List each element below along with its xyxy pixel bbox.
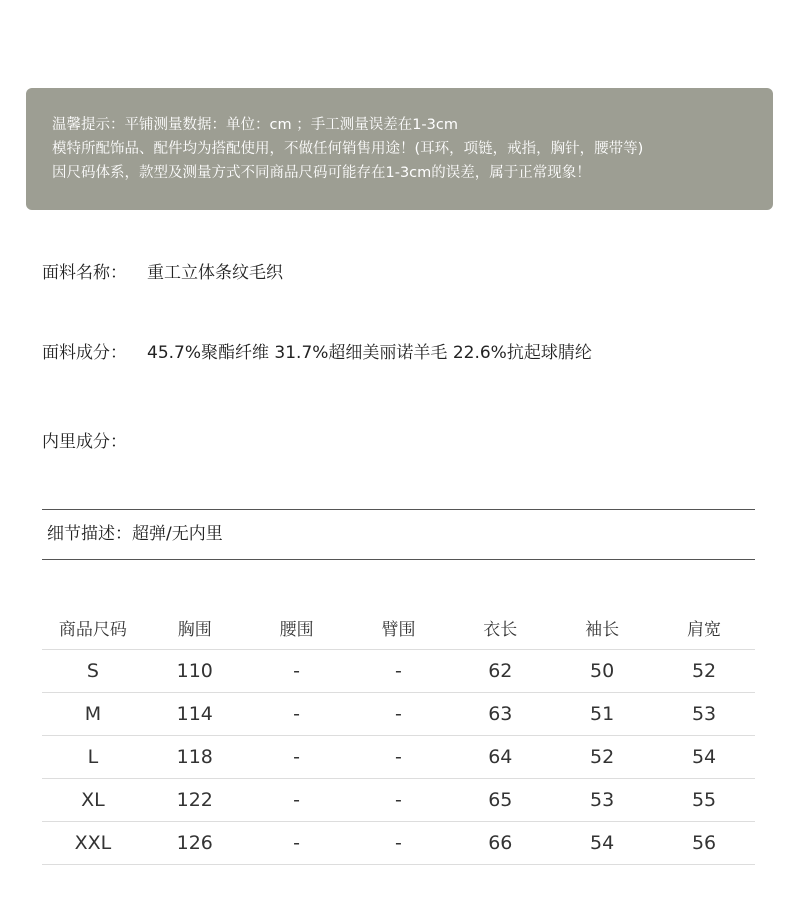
cell-length: 63	[449, 693, 551, 736]
lining-row	[42, 432, 147, 452]
cell-waist: -	[246, 822, 348, 865]
cell-sleeve: 52	[551, 736, 653, 779]
cell-shoulder: 55	[653, 779, 755, 822]
cell-shoulder: 53	[653, 693, 755, 736]
notice-banner	[26, 88, 773, 210]
cell-chest: 122	[144, 779, 246, 822]
cell-length: 66	[449, 822, 551, 865]
cell-sleeve: 50	[551, 650, 653, 693]
cell-length: 65	[449, 779, 551, 822]
header-length: 衣长	[483, 620, 518, 640]
fabric-composition-label: 面料成分：	[42, 343, 127, 363]
cell-length: 62	[449, 650, 551, 693]
cell-waist: -	[246, 779, 348, 822]
header-waist: 腰围	[279, 620, 314, 640]
fabric-name-label: 面料名称：	[42, 263, 127, 283]
cell-arm: -	[348, 650, 450, 693]
cell-shoulder: 54	[653, 736, 755, 779]
cell-size: S	[42, 650, 144, 693]
header-sleeve: 袖长	[585, 620, 620, 640]
details-value: 超弹/无内里	[132, 524, 223, 544]
details-row	[47, 524, 223, 544]
header-chest: 胸围	[177, 620, 212, 640]
header-size: 商品尺码	[58, 620, 127, 640]
fabric-name-value: 重工立体条纹毛织	[147, 263, 283, 283]
cell-size: L	[42, 736, 144, 779]
cell-length: 64	[449, 736, 551, 779]
cell-arm: -	[348, 693, 450, 736]
fabric-composition-value: 45.7%聚酯纤维 31.7%超细美丽诺羊毛 22.6%抗起球腈纶	[147, 343, 592, 363]
cell-waist: -	[246, 693, 348, 736]
cell-waist: -	[246, 650, 348, 693]
cell-size: XXL	[42, 822, 144, 865]
fabric-composition-row	[42, 343, 592, 363]
table-row	[42, 736, 755, 779]
cell-shoulder: 56	[653, 822, 755, 865]
table-row	[42, 779, 755, 822]
header-shoulder: 肩宽	[687, 620, 722, 640]
divider	[42, 509, 755, 510]
lining-label: 内里成分：	[42, 432, 127, 452]
cell-arm: -	[348, 736, 450, 779]
cell-sleeve: 54	[551, 822, 653, 865]
cell-arm: -	[348, 822, 450, 865]
notice-line: 温馨提示：平铺测量数据：单位：cm ；手工测量误差在1-3cm	[52, 117, 458, 133]
notice-line: 因尺码体系，款型及测量方式不同商品尺码可能存在1-3cm的误差，属于正常现象！	[52, 165, 591, 181]
cell-chest: 126	[144, 822, 246, 865]
details-label: 细节描述：	[47, 524, 132, 544]
cell-chest: 110	[144, 650, 246, 693]
table-row	[42, 822, 755, 865]
table-row	[42, 650, 755, 693]
cell-chest: 114	[144, 693, 246, 736]
cell-sleeve: 53	[551, 779, 653, 822]
size-table	[42, 606, 755, 865]
cell-waist: -	[246, 736, 348, 779]
cell-sleeve: 51	[551, 693, 653, 736]
table-row	[42, 693, 755, 736]
size-table-header	[42, 606, 755, 650]
notice-line: 模特所配饰品、配件均为搭配使用，不做任何销售用途！(耳环，项链，戒指，胸针，腰带等)	[52, 141, 644, 157]
header-arm: 臂围	[381, 620, 416, 640]
fabric-name-row	[42, 263, 283, 283]
cell-arm: -	[348, 779, 450, 822]
cell-size: M	[42, 693, 144, 736]
cell-chest: 118	[144, 736, 246, 779]
divider	[42, 559, 755, 560]
cell-size: XL	[42, 779, 144, 822]
cell-shoulder: 52	[653, 650, 755, 693]
